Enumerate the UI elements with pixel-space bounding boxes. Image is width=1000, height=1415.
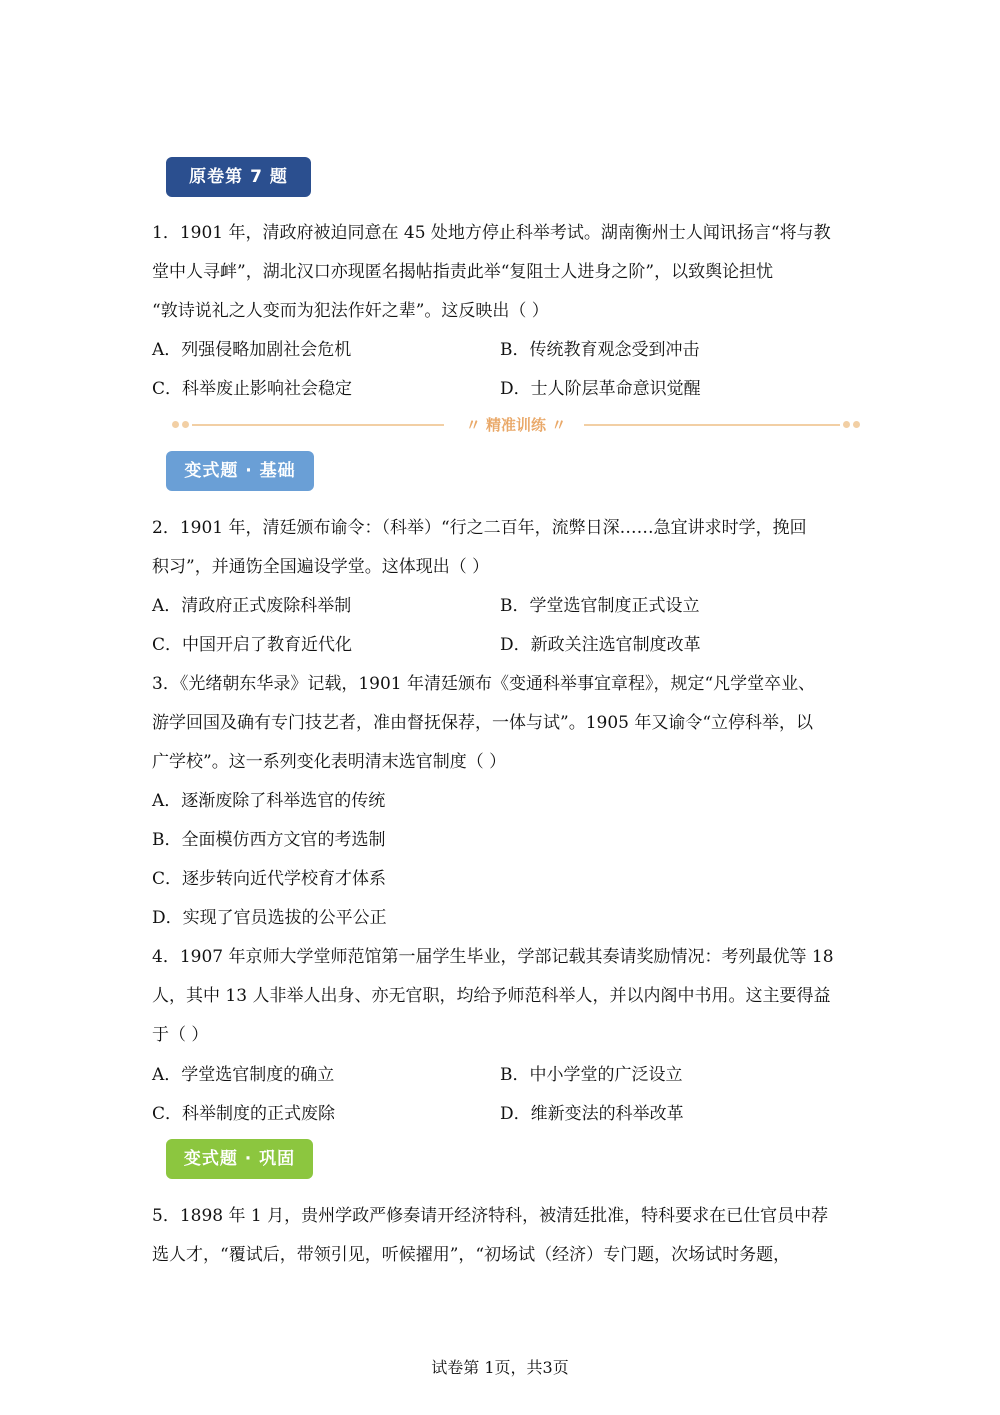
question-5-line-1: 5．1898 年 1 月，贵州学政严修奏请开经济特科，被清廷批准，特科要求在已仕官员中荐 (152, 1206, 829, 1226)
question-5-line-2: 选人才，“覆试后，带领引见，听候擢用”，“初场试（经济）专门题，次场试时务题， (152, 1245, 791, 1265)
section-badge-consolidate: 变式题 · 巩固 (166, 1139, 313, 1179)
question-3-option-b: B．全面模仿西方文官的考选制 (152, 830, 386, 850)
question-4-option-d: D．维新变法的科举改革 (500, 1104, 684, 1124)
question-1 (152, 214, 852, 331)
question-2-option-d: D．新政关注选官制度改革 (500, 635, 701, 655)
divider-dot-left (172, 421, 179, 428)
question-1-line-2: 堂中人寻衅”，湖北汉口亦现匿名揭帖指责此举“复阻士人进身之阶”，以致舆论担忧 (152, 262, 774, 282)
divider-dot-right (843, 421, 850, 428)
question-2-option-a: A．清政府正式废除科举制 (152, 596, 352, 616)
question-4-line-2: 人，其中 13 人非举人出身、亦无官职，均给予师范科举人，并以内阁中书用。这主要得益 (152, 986, 831, 1006)
question-3-line-2: 游学回国及确有专门技艺者，准由督抚保荐，一体与试”。1905 年又谕令“立停科举，以 (152, 713, 814, 733)
question-1-option-a: A．列强侵略加剧社会危机 (152, 340, 352, 360)
question-1-option-c: C．科举废止影响社会稳定 (152, 379, 353, 399)
question-2-line-2: 积习”，并通饬全国遍设学堂。这体现出（ ） (152, 557, 490, 577)
question-5 (152, 1197, 852, 1275)
slash-decoration-icon: 〃 (465, 416, 486, 434)
precision-training-divider (172, 415, 860, 435)
question-1-option-d: D．士人阶层革命意识觉醒 (500, 379, 701, 399)
divider-label (460, 415, 572, 435)
question-1-line-3: “敦诗说礼之人变而为犯法作奸之辈”。这反映出（ ） (152, 301, 549, 321)
question-3-option-a: A．逐渐废除了科举选官的传统 (152, 791, 386, 811)
question-2-option-b: B．学堂选官制度正式设立 (500, 596, 700, 616)
question-3-option-c: C．逐步转向近代学校育才体系 (152, 869, 387, 889)
question-3-option-d: D．实现了官员选拔的公平公正 (152, 908, 387, 928)
question-1-option-b: B．传统教育观念受到冲击 (500, 340, 700, 360)
divider-label-text: 精准训练 (485, 416, 546, 434)
question-4-line-1: 4．1907 年京师大学堂师范馆第一届学生毕业，学部记载其奏请奖励情况：考列最优等 18 (152, 947, 834, 967)
question-3 (152, 665, 852, 782)
question-4 (152, 938, 852, 1055)
question-4-option-c: C．科举制度的正式废除 (152, 1104, 336, 1124)
slash-decoration-icon: 〃 (546, 416, 567, 434)
divider-rule-left (192, 424, 444, 426)
question-4-option-a: A．学堂选官制度的确立 (152, 1065, 335, 1085)
section-badge-original: 原卷第 7 题 (166, 157, 311, 197)
page-footer: 试卷第 1页，共3页 (431, 1358, 569, 1377)
divider-dot-right-2 (853, 421, 860, 428)
divider-rule-right (584, 424, 840, 426)
question-4-line-3: 于（ ） (152, 1025, 209, 1045)
question-3-line-3: 广学校”。这一系列变化表明清末选官制度（ ） (152, 752, 507, 772)
question-1-line-1: 1．1901 年，清政府被迫同意在 45 处地方停止科举考试。湖南衡州士人闻讯扬言“将与教 (152, 223, 831, 243)
question-4-option-b: B．中小学堂的广泛设立 (500, 1065, 683, 1085)
question-3-line-1: 3．《光绪朝东华录》记载，1901 年清廷颁布《变通科举事宜章程》，规定“凡学堂卒业、 (152, 674, 816, 694)
question-2 (152, 509, 852, 587)
divider-dot-left-2 (182, 421, 189, 428)
question-2-line-1: 2．1901 年，清廷颁布谕令：（科举）“行之二百年，流弊日深……急宜讲求时学，挽回 (152, 518, 807, 538)
section-badge-basic: 变式题 · 基础 (166, 451, 314, 491)
question-2-option-c: C．中国开启了教育近代化 (152, 635, 353, 655)
